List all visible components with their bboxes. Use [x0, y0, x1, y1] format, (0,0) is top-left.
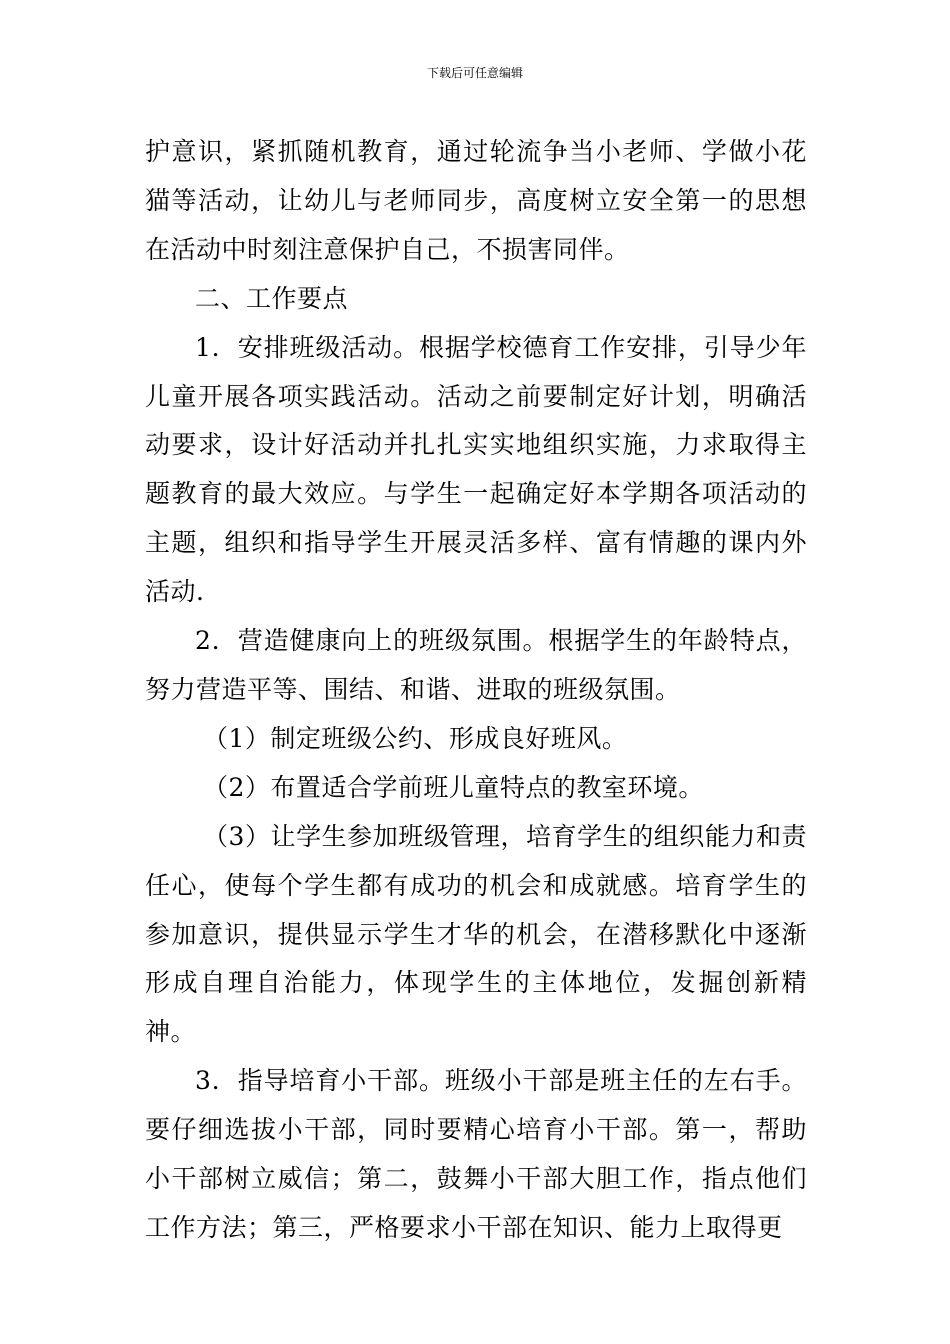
list-item-classroom-environment: （2）布置适合学前班儿童特点的教室环境。 — [203, 772, 704, 802]
page-header: 下载后可任意编辑 — [426, 66, 523, 80]
section-heading-work-points: 二、工作要点 — [195, 283, 349, 313]
paragraph-student-cadres: 3．指导培育小干部。班级小干部是班主任的左右手。要仔细选拔小干部，同时要精心培育小干部。第一，帮助小干部树立威信；第二，鼓舞小干部大胆工作，指点他们工作方法；第三，严格要求小干部在知识、能力上取得更 — [145, 1066, 807, 1242]
list-item-class-convention: （1）制定班级公约、形成良好班风。 — [203, 723, 628, 753]
document-body — [145, 128, 807, 1253]
paragraph-safety-awareness: 护意识，紧抓随机教育，通过轮流争当小老师、学做小花猫等活动，让幼儿与老师同步，高度树立安全第一的思想在活动中时刻注意保护自己，不损害同伴。 — [145, 137, 807, 264]
list-item-class-management: （3）让学生参加班级管理，培育学生的组织能力和责任心，使每个学生都有成功的机会和成就感。培育学生的参加意识，提供显示学生才华的机会，在潜移默化中逐渐形成自理自治能力，体现学生的主体地位，发掘创新精神。 — [145, 821, 807, 1047]
paragraph-class-atmosphere: 2．营造健康向上的班级氛围。根据学生的年龄特点，努力营造平等、围结、和谐、进取的班级氛围。 — [145, 626, 807, 704]
paragraph-class-activities: 1．安排班级活动。根据学校德育工作安排，引导少年儿童开展各项实践活动。活动之前要制定好计划，明确活动要求，设计好活动并扎扎实实地组织实施，力求取得主题教育的最大效应。与学生一起确定好本学期各项活动的主题，组织和指导学生开展灵活多样、富有情趣的课内外活动. — [145, 332, 807, 607]
